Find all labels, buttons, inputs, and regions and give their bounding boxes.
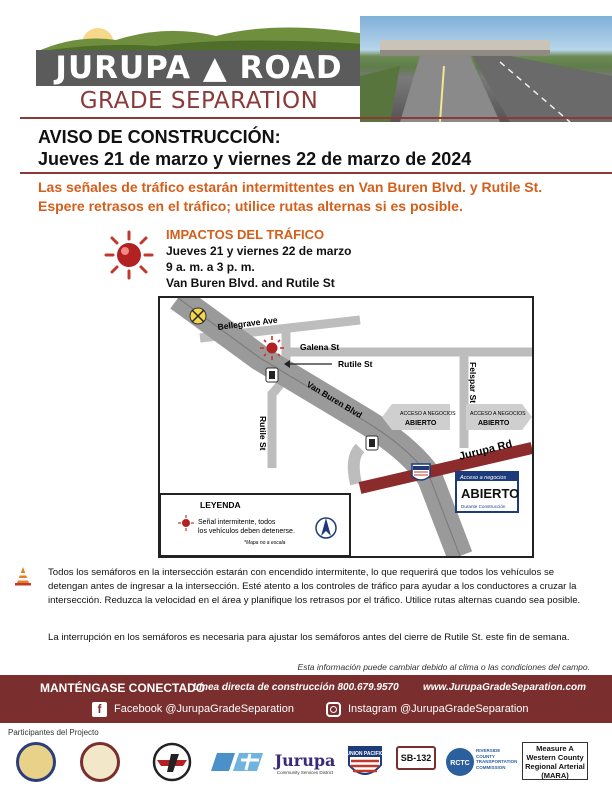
traffic-cone-icon bbox=[14, 566, 32, 586]
business-access-right-line1: ACCESO A NEGOCIOS bbox=[470, 411, 526, 417]
header bbox=[0, 0, 612, 122]
business-access-left-line1: ACCESO A NEGOCIOS bbox=[400, 411, 456, 417]
facebook-icon[interactable]: f bbox=[92, 702, 107, 717]
jurupa-label: Jurupa Rd bbox=[457, 438, 514, 463]
city-seal-icon bbox=[80, 742, 120, 782]
impacts-location: Van Buren Blvd. and Rutile St bbox=[166, 276, 335, 290]
facebook-link[interactable]: Facebook @JurupaGradeSeparation bbox=[114, 703, 294, 715]
union-pacific-text: UNION PACIFIC bbox=[346, 751, 384, 757]
bellegrave-label: Bellegrave Ave bbox=[217, 314, 279, 332]
impacts-dates: Jueves 21 y viernes 22 de marzo bbox=[166, 244, 352, 258]
van-buren-label: Van Buren Blvd bbox=[304, 379, 364, 421]
impacts-heading: IMPACTOS DEL TRÁFICO bbox=[166, 227, 325, 242]
legend-line2: los vehículos deben detenerse. bbox=[198, 528, 295, 535]
road-rendering-image bbox=[360, 16, 612, 122]
felspar-label: Felspar St bbox=[468, 362, 478, 404]
notice-divider bbox=[20, 172, 612, 174]
county-seal-logo bbox=[14, 740, 58, 784]
mara-logo: Measure A Western County Regional Arterial (MARA) bbox=[522, 742, 588, 780]
transit-icon bbox=[211, 745, 267, 779]
logo-title: JURUPA ▲ ROAD bbox=[55, 50, 343, 86]
galena-label: Galena St bbox=[300, 342, 340, 352]
county-seal-icon bbox=[16, 742, 56, 782]
instagram-link[interactable]: Instagram @JurupaGradeSeparation bbox=[348, 703, 529, 715]
open-sign-bottom: Durante Construcción bbox=[461, 504, 506, 509]
jurupa-csd-name: Jurupa bbox=[274, 751, 336, 770]
union-pacific-logo bbox=[344, 740, 386, 784]
traffic-light-icon bbox=[266, 368, 278, 382]
logo-hills-icon bbox=[36, 14, 366, 52]
rctc-abbrev: RCTC bbox=[450, 760, 470, 767]
traffic-map bbox=[158, 296, 534, 558]
caltrans-logo bbox=[148, 740, 196, 784]
union-pacific-icon bbox=[345, 741, 385, 783]
impacts-time: 9 a. m. a 3 p. m. bbox=[166, 260, 255, 274]
notice-title: AVISO DE CONSTRUCCIÓN: bbox=[38, 127, 281, 147]
legend-note: *Mapa no a escala bbox=[244, 540, 286, 546]
legend-line1: Señal intermitente, todos bbox=[198, 519, 276, 526]
traffic-light-icon bbox=[366, 436, 378, 450]
rutile-vertical-label: Rutile St bbox=[258, 416, 268, 451]
flashing-signal-icon bbox=[104, 230, 154, 280]
road-rendering-drawing bbox=[360, 16, 612, 122]
map-drawing bbox=[160, 298, 532, 556]
logo-subtitle: GRADE SEPARATION bbox=[79, 88, 319, 114]
header-divider bbox=[20, 117, 612, 119]
rutile-label: Rutile St bbox=[338, 359, 373, 369]
city-seal-logo bbox=[78, 740, 122, 784]
website-link[interactable]: www.JurupaGradeSeparation.com bbox=[423, 682, 587, 693]
rctc-icon bbox=[445, 747, 475, 777]
frontage-road bbox=[354, 448, 360, 484]
disclaimer: Esta información puede cambiar debido al clima o las condiciones del campo. bbox=[297, 662, 590, 672]
jurupa-csd-sub: Community Services District bbox=[276, 770, 334, 775]
stay-connected-label: MANTÉNGASE CONECTADO bbox=[40, 681, 206, 695]
participants-label: Participantes del Projecto bbox=[8, 728, 99, 737]
instagram-icon[interactable] bbox=[326, 702, 341, 717]
transit-logo bbox=[210, 740, 268, 784]
hotline-link[interactable]: Línea directa de construcción 800.679.9570 bbox=[193, 682, 399, 693]
legend-title: LEYENDA bbox=[200, 500, 241, 510]
body-paragraph-2: La interrupción en los semáforos es necesaria para ajustar los semáforos antes del cierre de Rutile St. este fin de semana. bbox=[48, 632, 570, 643]
open-sign-main: ABIERTO bbox=[461, 486, 520, 501]
notice-message: Las señales de tráfico estarán intermittentes en Van Buren Blvd. y Rutile St. Espere retrasos en el tráfico; utilice rutas alternas si es posible. bbox=[38, 179, 543, 214]
open-sign-top: Acceso a negocios bbox=[460, 475, 507, 481]
caltrans-icon bbox=[149, 742, 195, 782]
business-access-right-line2: ABIERTO bbox=[478, 420, 510, 427]
notice-date: Jueves 21 de marzo y viernes 22 de marzo de 2024 bbox=[38, 149, 472, 169]
jurupa-csd-logo bbox=[270, 740, 340, 775]
business-access-left-line2: ABIERTO bbox=[405, 420, 437, 427]
rctc-logo bbox=[444, 740, 476, 784]
sb-132-logo: SB-132 bbox=[396, 746, 436, 770]
body-paragraph-1: Todos los semáforos en la intersección estarán con encendido intermitente, lo que requerirá que todos los vehículos se detengan antes de ingresar a la intersección. Esté atento a los controles de tráfico para ayudar a los conductores a cruzar la intersección. Reduzca la velocidad en el área y planifique los retrasos por el tráfico. Utilice rutas alternas cuando sea posible. bbox=[48, 567, 581, 606]
rctc-full-name: RIVERSIDE COUNTY TRANSPORTATION COMMISSION bbox=[476, 748, 518, 770]
